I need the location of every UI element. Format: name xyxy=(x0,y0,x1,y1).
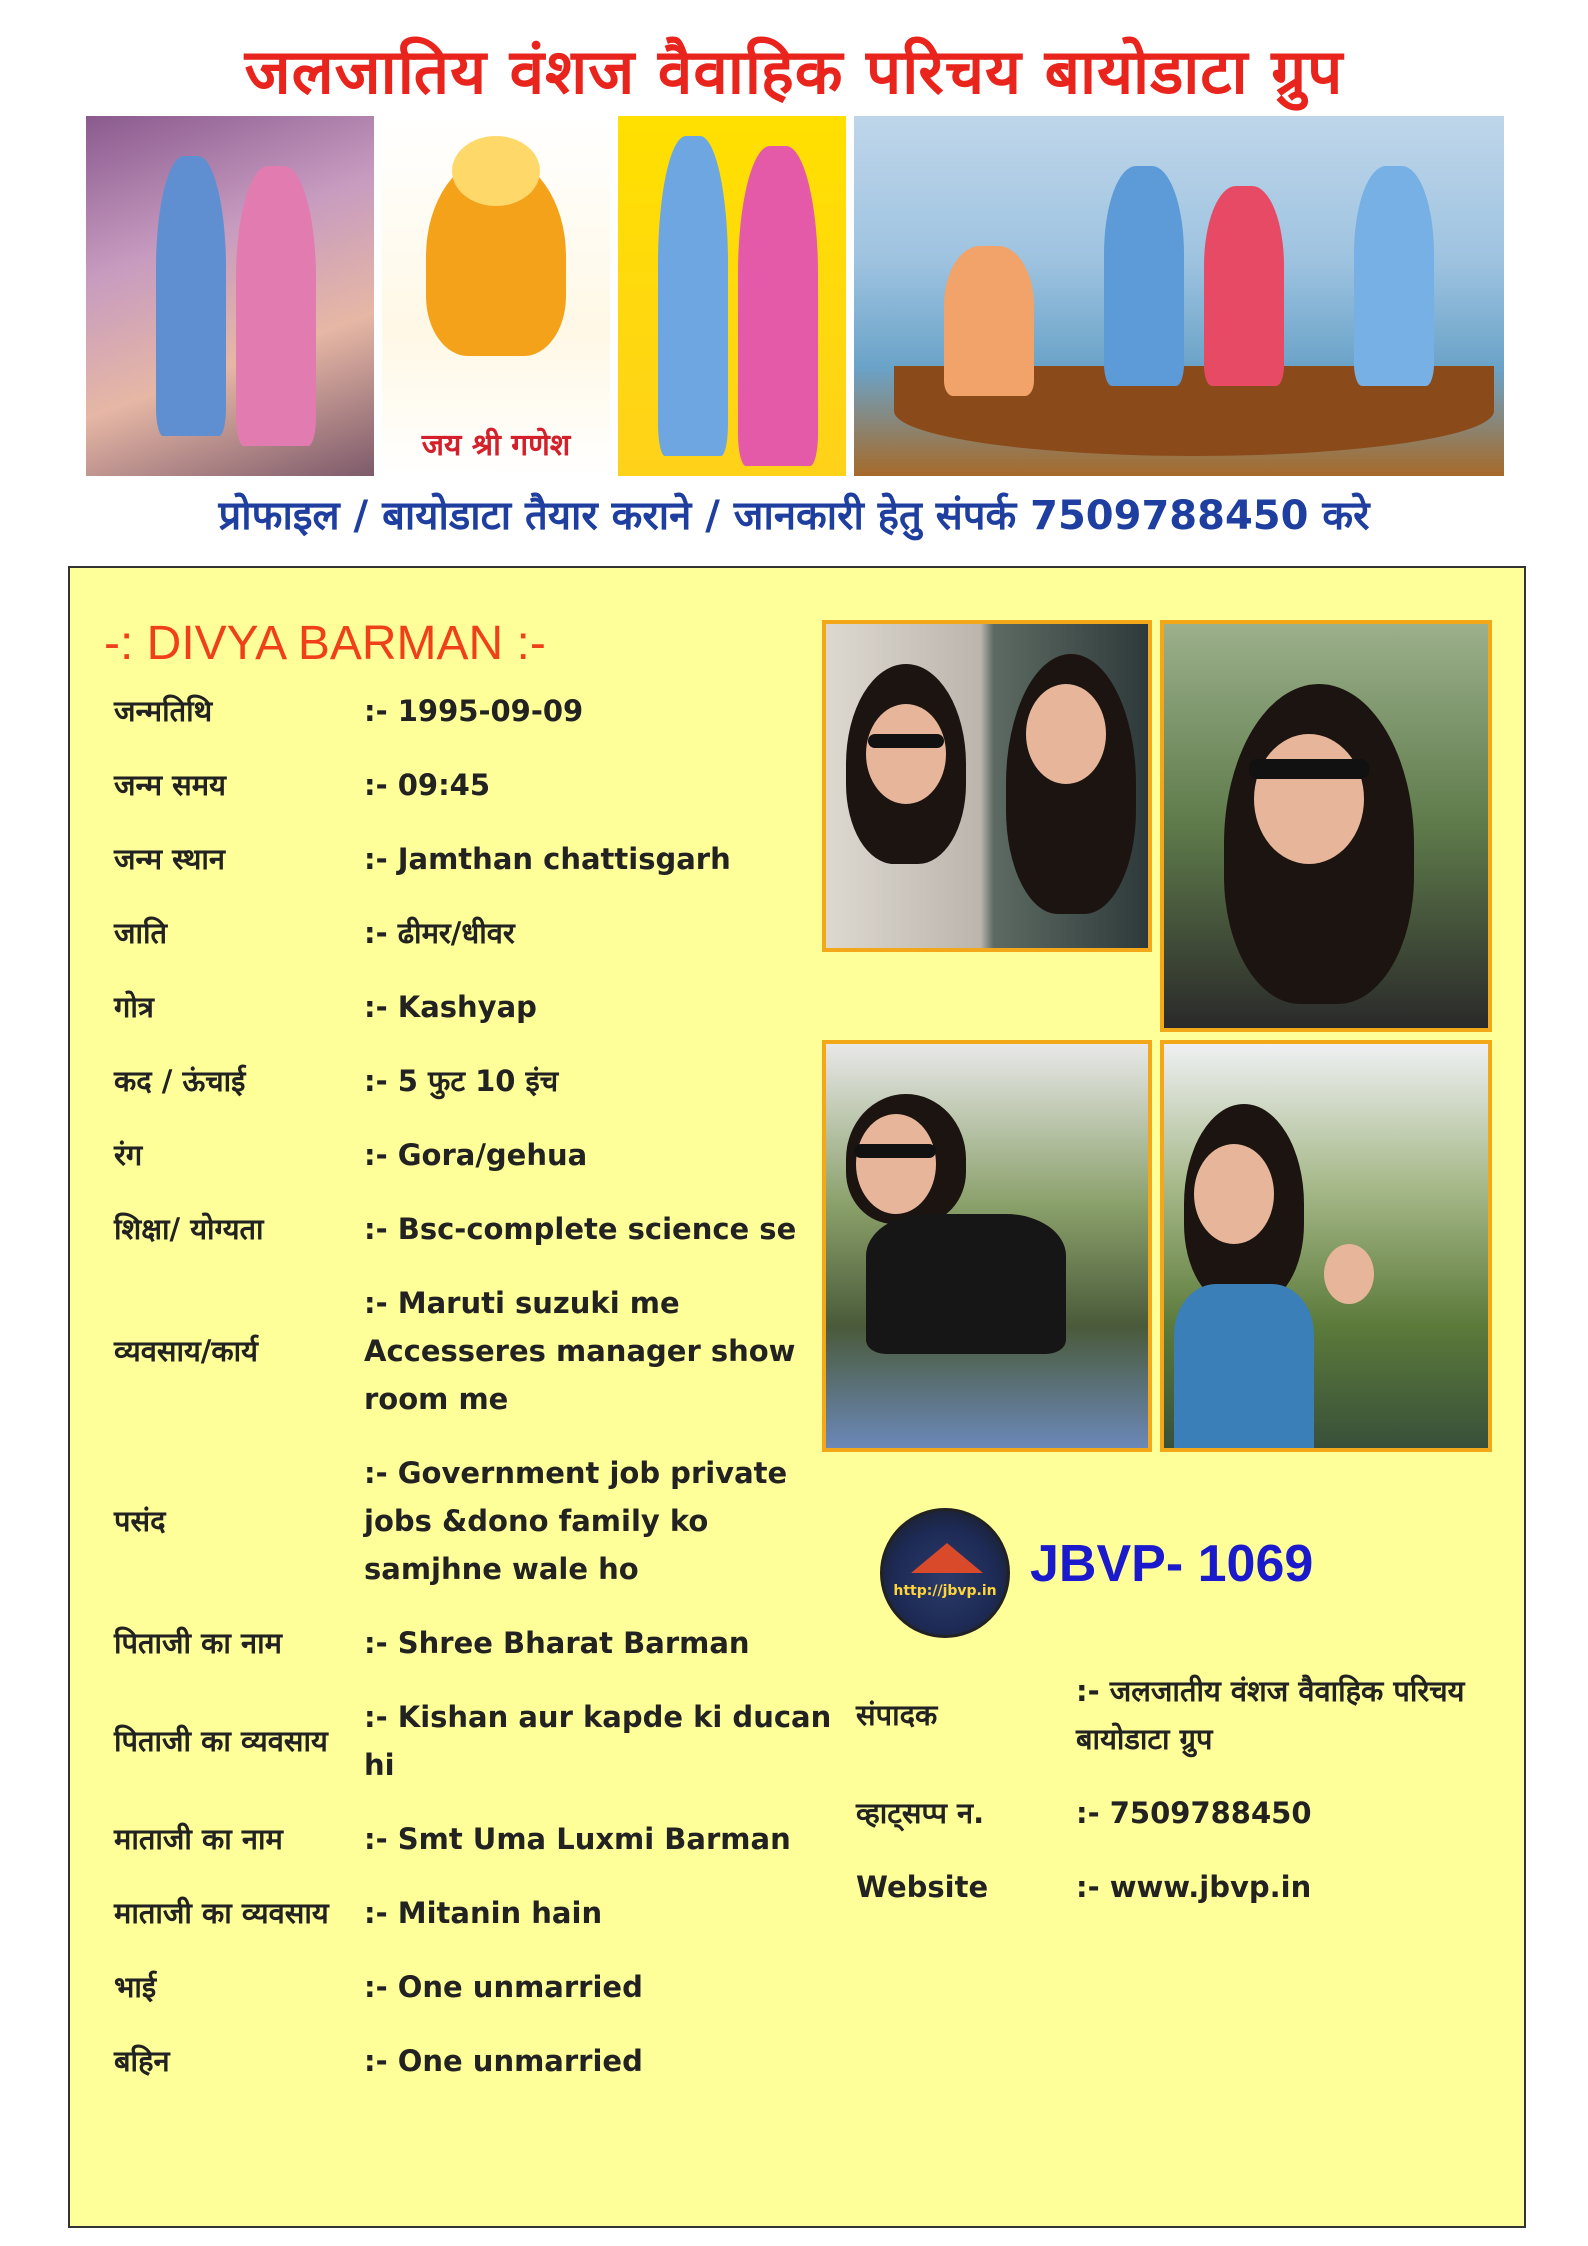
detail-value: :- 09:45 xyxy=(364,768,491,802)
detail-value: :- Gora/gehua xyxy=(364,1138,588,1172)
ram-sita-wedding-image xyxy=(86,116,374,476)
detail-label: रंग xyxy=(114,1138,143,1172)
detail-label: व्यवसाय/कार्य xyxy=(114,1334,258,1368)
boat-scene-image xyxy=(854,116,1504,476)
detail-row xyxy=(114,1692,834,1790)
profile-photo xyxy=(1160,620,1492,1032)
detail-row xyxy=(114,686,834,736)
detail-label: जन्म समय xyxy=(114,768,226,802)
detail-row xyxy=(114,1962,834,2012)
editor-label: Website xyxy=(856,1870,989,1904)
editor-value: :- जलजातीय वंशज वैवाहिक परिचय बायोडाटा ग्रुप xyxy=(1076,1674,1465,1756)
detail-label: कद / ऊंचाई xyxy=(114,1064,246,1098)
detail-row xyxy=(114,2036,834,2086)
detail-label: शिक्षा/ योग्यता xyxy=(114,1212,264,1246)
detail-label: माताजी का व्यवसाय xyxy=(114,1896,329,1930)
detail-row xyxy=(114,982,834,1032)
editor-label: व्हाट्सप्प न. xyxy=(856,1796,985,1830)
detail-label: पसंद xyxy=(114,1504,166,1538)
detail-value: :- Shree Bharat Barman xyxy=(364,1626,750,1660)
editor-info xyxy=(856,1666,1496,1912)
details-list xyxy=(114,686,834,2110)
detail-row xyxy=(114,760,834,810)
detail-row xyxy=(114,1888,834,1938)
ganesh-caption: जय श्री गणेश xyxy=(421,428,571,463)
detail-row xyxy=(114,1204,834,1254)
detail-label: जन्मतिथि xyxy=(114,694,213,728)
profile-code: JBVP- 1069 xyxy=(1030,1535,1314,1593)
detail-row xyxy=(114,1618,834,1668)
profile-photo xyxy=(822,1040,1152,1452)
detail-value: :- Smt Uma Luxmi Barman xyxy=(364,1822,791,1856)
detail-row xyxy=(114,1448,834,1594)
photo-gallery xyxy=(822,620,1492,1450)
detail-value: :- ढीमर/धीवर xyxy=(364,916,515,950)
detail-row xyxy=(114,1814,834,1864)
detail-value: :- 5 फुट 10 इंच xyxy=(364,1064,559,1098)
editor-value: :- www.jbvp.in xyxy=(1076,1870,1312,1904)
detail-value: :- Government job private jobs &dono family ko samjhne wale ho xyxy=(364,1456,788,1586)
ganesh-image xyxy=(382,116,610,476)
detail-label: पिताजी का नाम xyxy=(114,1626,282,1660)
detail-label: माताजी का नाम xyxy=(114,1822,283,1856)
editor-label: संपादक xyxy=(856,1698,938,1732)
contact-line: प्रोफाइल / बायोडाटा तैयार कराने / जानकारी हेतु संपर्क 7509788450 करे xyxy=(218,493,1370,539)
detail-label: जन्म स्थान xyxy=(114,842,226,876)
detail-row xyxy=(114,1278,834,1424)
editor-row xyxy=(856,1862,1496,1912)
editor-row xyxy=(856,1666,1496,1764)
biodata-card xyxy=(68,566,1526,2228)
ram-sita-image xyxy=(618,116,846,476)
detail-label: बहिन xyxy=(114,2044,170,2078)
detail-value: :- One unmarried xyxy=(364,2044,643,2078)
detail-value: :- Jamthan chattisgarh xyxy=(364,842,731,876)
profile-photo xyxy=(822,620,1152,952)
detail-label: पिताजी का व्यवसाय xyxy=(114,1724,328,1758)
detail-label: भाई xyxy=(114,1970,157,2004)
detail-row xyxy=(114,834,834,884)
detail-row xyxy=(114,1056,834,1106)
detail-row xyxy=(114,908,834,958)
detail-value: :- Bsc-complete science se xyxy=(364,1212,797,1246)
detail-value: :- Mitanin hain xyxy=(364,1896,603,1930)
jbvp-logo xyxy=(880,1508,1010,1638)
detail-value: :- Maruti suzuki me Accesseres manager show room me xyxy=(364,1286,796,1416)
header-title: जलजातिय वंशज वैवाहिक परिचय बायोडाटा ग्रुप xyxy=(244,35,1344,108)
logo-text: http://jbvp.in xyxy=(893,1583,997,1599)
detail-row xyxy=(114,1130,834,1180)
detail-label: गोत्र xyxy=(114,990,154,1024)
editor-value: :- 7509788450 xyxy=(1076,1796,1312,1830)
editor-row xyxy=(856,1788,1496,1838)
detail-label: जाति xyxy=(114,916,168,950)
detail-value: :- 1995-09-09 xyxy=(364,694,584,728)
detail-value: :- One unmarried xyxy=(364,1970,643,2004)
detail-value: :- Kishan aur kapde ki ducan hi xyxy=(364,1700,832,1782)
banner-images xyxy=(86,116,1504,476)
profile-photo xyxy=(1160,1040,1492,1452)
profile-name: -: DIVYA BARMAN :- xyxy=(104,617,546,670)
detail-value: :- Kashyap xyxy=(364,990,537,1024)
